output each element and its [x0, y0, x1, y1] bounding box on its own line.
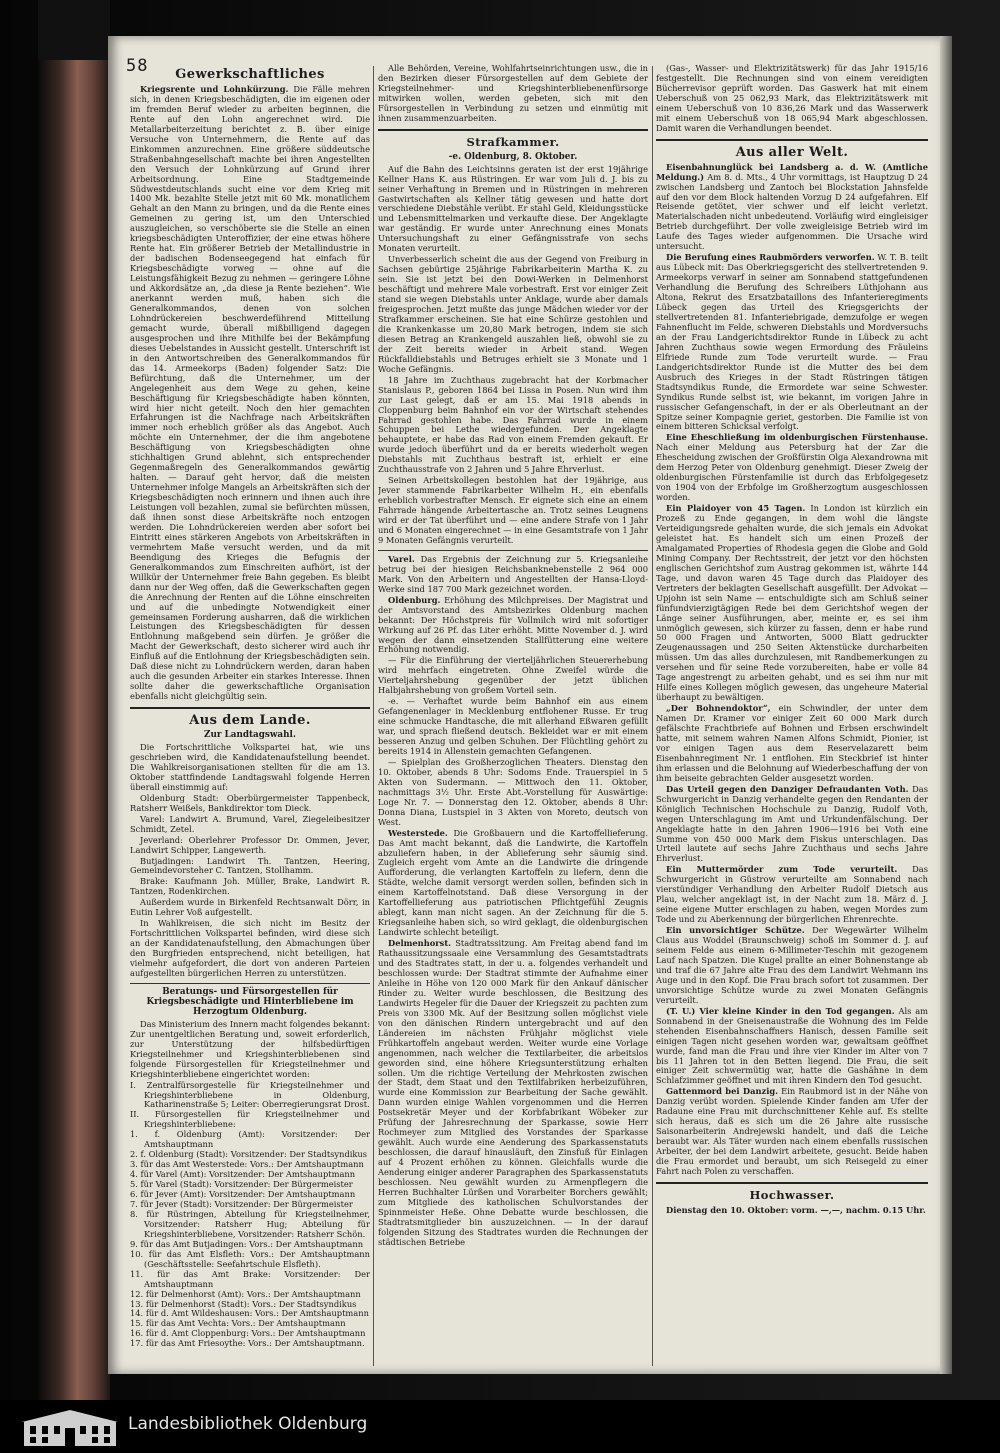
article-divider [378, 550, 648, 551]
candidate-entry: Brake: Kaufmann Joh. Müller, Brake, Landwirt R. Tantzen, Rodenkirchen. [130, 876, 370, 897]
court-report: Auf die Bahn des Leichtsinns geraten ist der erst 19jährige Kellner Hans K. aus Rüstringen. Er war vom Juli d. J. bis zu seiner Verhaftung in Bremen und in Rüstringen in mehreren Gastwirtschaften als Kellner tätig gewesen und hatte dort verschiedene Diebstähle verübt. Er stahl Geld, Kleidungsstücke und Lebensmittelmarken und verkaufte diese. Der Angeklagte war geständig. Er wurde unter Anrechnung eines Monats Untersuchungshaft zu einer Gefängnisstrafe von sechs Monaten verurteilt. [378, 163, 648, 254]
article-text: Das Schwurgericht in Danzig verhandelte gegen den Rendanten der Königlich Technischen Hochschule zu Danzig, Rudolf Voth, wegen Unterschlagung im Amt und Urkundenfälschung. Der Angeklagte hatte in den Jahren 1906—1916 bei Voth eine Summe von 450 000 Mark dem Fiskus unterschlagen. Das Urteil lautete auf sechs Jahre Zuchthaus und sechs Jahre Ehrverlust. [656, 783, 928, 864]
list-item: 15. für das Amt Vechta: Vors.: Der Amtshauptmann [130, 1318, 346, 1329]
article-text: Die Großbauern und die Kartoffellieferung. Das Amt macht bekannt, daß die Landwirte, die Kartoffeln abzuliefern haben, in der Ablieferung sehr säumig sind. Zugleich ergeht vom Amte an die Landwirte die dringende Aufforderung, die verlangten Kartoffeln zu liefern, denn die Städte, welche damit versorgt werden sollen, befinden sich in einem Kartoffelnotstand. Daß diese Versorgung in der Kartoffellieferung aus patriotischen Pflichtgefühl Zeugnis ablegt, kann man nicht sagen. An der Zeichnung für die 5. Kriegsanleihe haben sich, so wird geklagt, die oldenburgischen Landwirte schlecht beteiligt. [378, 827, 648, 938]
candidate-entry: Varel: Landwirt A. Brumund, Varel, Ziegeleibesitzer Schmidt, Zetel. [130, 813, 370, 834]
local-news-oldenburg [378, 596, 648, 656]
list-item: 14. für d. Amt Wildeshausen: Vors.: Der Amtshauptmann [130, 1308, 369, 1319]
section-title-aus-dem-lande: Aus dem Lande. [189, 713, 311, 729]
article-wahlkreise: In Wahlkreisen, die sich nicht im Besitz der Fortschrittlichen Volkspartei befinden, wird diese sich an der Kandidatenaufstellung, den Abmachungen über den Burgfrieden entsprechend, nicht beteiligen, hat vielmehr aufgefordert, die dort von anderen Parteien aufgestellten bürgerlichen Herren zu unterstützen. [130, 918, 370, 979]
library-name: Landesbibliothek Oldenburg [128, 1414, 368, 1434]
theater-schedule: — Spielplan des Großherzoglichen Theaters. Dienstag den 10. Oktober, abends 8 Uhr: Sodoms Ende. Trauerspiel in 5 Akten von Sudermann. — Mittwoch den 11. Oktober, nachmittags 3½ Uhr. Erste Abt.-Vorstellung für Auswärtige: Loge Nr. 7. — Donnerstag den 12. Oktober, abends 8 Uhr: Donna Diana, Lustspiel in 3 Akten von Moreto, deutsch von West. [378, 756, 648, 827]
column-left [130, 64, 370, 1364]
article-text: Das Schwurgericht in Güstrow verurteilte am Sonnabend nach vierstündiger Verhandlung den Arbeiter Rudolf Dietsch aus Plau, welcher angeklagt ist, in der Nacht zum 18. März d. J. seine eigene Mutter erschlagen zu haben, wegen Mordes zum Tode und zu Aberkennung der bürgerlichen Ehrenrechte. [656, 864, 928, 925]
page-edge [940, 36, 952, 1374]
article-text: ein Schwindler, der unter dem Namen Dr. Kramer vor einiger Zeit 60 000 Mark durch gefälschte Frachtbriefe auf Bohnen und Erbsen erschwindelt hatte, mit seinem wahren Namen Alfons Schmidt, Pionier, ist vor einigen Tagen aus dem Reservelazarett beim Eisenbahnregiment Nr. 1 entflohen. Ein Steckbrief ist hinter ihm erlassen und die Belohnung auf Wiederbeschaffung der von ihm beiseite gebrachten Gelder ausgesetzt worden. [656, 703, 928, 783]
article-text: Nach einer Meldung aus Petersburg hat der Zar die Ehescheidung zwischen der Großfürstin Olga Alexandrowna mit dem Herzog Peter von Oldenburg genehmigt. Dieser Zweig der oldenburgischen Fürstenfamilie ist durch das Erbfolgegesetz von 1904 von der Erbfolge im Großherzogtum ausgeschlossen worden. [656, 442, 928, 503]
world-news [656, 1087, 928, 1177]
column-rule [373, 66, 374, 1366]
list-item: 2. f. Oldenburg (Stadt): Vorsitzender: Der Stadtsyndikus [130, 1149, 368, 1160]
world-news [656, 163, 928, 253]
article-divider [130, 983, 370, 984]
subtitle-landtagswahl: Zur Landtagswahl. [204, 730, 296, 741]
library-building-icon [22, 1408, 118, 1448]
list-item: 3. für das Amt Westerstede: Vors.: Der Amtshauptmann [130, 1159, 364, 1170]
article-text: Am 8. d. Mts., 4 Uhr vormittags, ist Hauptzug D 24 zwischen Landsberg und Zantoch bei Blockstation Jahnsfelde auf den vor dem Block haltenden Vorzug D 24 aufgefahren. Elf Reisende getötet, vier schwer und elf leicht verletzt. Materialschaden nicht unbedeutend. Vorläufig wird eingleisiger Betrieb durchgeführt. Der volle zweigleisige Betrieb wird im Laufe des Tages wieder aufgenommen. Die Ursache wird untersucht. [656, 171, 928, 252]
world-news [656, 253, 928, 432]
list-item: II. Fürsorgestellen für Kriegsteilnehmer und Kriegshinterbliebene: [130, 1109, 370, 1130]
place-name: Varel. [388, 553, 415, 564]
list-item: 6. für Jever (Amt): Vorsitzender: Der Amtshauptmann [130, 1189, 356, 1200]
column-middle [378, 64, 648, 1364]
article-lead: Kriegsrente und Lohnkürzung. [140, 84, 289, 94]
list-item: 8. für Rüstringen, Abteilung für Kriegsteilnehmer, Vorsitzender: Ratsherr Hug; Abteilung für Kriegshinterbliebene, Vorsitzender: Ratsherr Schön. [130, 1208, 370, 1239]
world-news [656, 785, 928, 865]
article-text: Ein Raubmord ist in der Nähe von Danzig verübt worden. Spielende Kinder fanden am Ufer der Radaune eine Frau mit durchschnittener Kehle auf. Es stellte sich heraus, daß es sich um die 26 Jahre alte russische Saisonarbeiterin Andrejewski handelt, und daß die Leiche beraubt war. Als Täter wurden nach einem ebenfalls russischen Arbeiter, der bei dem Landwirt arbeitete, gesucht. Beide haben die Frau ermordet und beraubt, um sich Reisegeld zu einer Fahrt nach Polen zu verschaffen. [656, 1086, 928, 1176]
headline: Ein unvorsichtiger Schütze. [666, 925, 805, 936]
headline: Ein Plaidoyer von 45 Tagen. [666, 503, 806, 514]
dateline: -e. Oldenburg, 8. Oktober. [448, 151, 578, 162]
list-item: 16. für d. Amt Cloppenburg: Vors.: Der Amtshauptmann [130, 1328, 366, 1339]
article-landtagswahl: Die Fortschrittliche Volkspartei hat, wie uns geschrieben wird, die Kandidatenaufstellung beendet. Die Wahlkreisorganisationen stellten für die am 13. Oktober stattfindende Landtagswahl folgende Herren überall einstimmig auf: [130, 742, 370, 792]
court-report: 18 Jahre im Zuchthaus zugebracht hat der Korbmacher Stanislaus P., geboren 1864 bei Lissa in Posen. Nun wird ihm zur Last gelegt, daß er am 15. Mai 1918 abends in Cloppenburg beim Bahnhof ein vor der Wirtschaft stehendes Fahrrad gestohlen habe. Das Fahrrad wurde in einem Schuppen bei Lethe wiedergefunden. Der Angeklagte behauptete, er habe das Rad von einem Fremden gekauft. Er wurde jedoch überführt und da er bereits wiederholt wegen Diebstahls mit Zuchthaus bestraft ist, erhielt er eine Zuchthausstrafe von 2 Jahren und 5 Jahre Ehrverlust. [378, 374, 648, 475]
local-news-varel [378, 555, 648, 595]
list-item: 17. für das Amt Friesoythe: Vors.: Der Amtshauptmann. [130, 1338, 365, 1349]
article-text: Stadtratssitzung. Am Freitag abend fand im Rathaussitzungssaale eine Versammlung des Gesamtstadtrats und des Stadtrates statt, in der u. a. folgendes verhandelt und beschlossen wurde: Der Stadtrat stimmte der Aufnahme einer Anleihe in Höhe von 120 000 Mark für den Ankauf dänischer Rinder zu. Weiter wurde beschlossen, die Besitzung des Landwirts Hegeler für die Dauer der Kriegszeit zu pachten zum Preis von 3300 Mk. Auf der Besitzung sollen möglichst viele von den dänischen Rindern untergebracht und auf den Ländereien im nächsten Frühjahr möglichst viele Frühkartoffeln angebaut werden. Weiter wurde eine Vorlage angenommen, nach welcher die Textilarbeiter, die arbeitslos geworden sind, eine höhere Kriegsunterstützung erhalten sollen. Um die richtige Verteilung der Mehrkosten zwischen der Stadt, dem Staat und den Textilfabriken herbeizuführen, wurde eine Kommission zur Bearbeitung der Sache gewählt. Dann wurden einige Wahlen vorgenommen und die Herren Postsekretär Meyer und der Korbfabrikant Wöbeker zur Prüfung der Jahresrechnung der Sparkasse, sowie Herr Rochmeyer zum Mitglied des Vorstandes der Sparkasse gewählt. Auch wurde eine Aenderung des Sparkassenstatuts beschlossen, die darauf hinausläuft, den Zinsfuß für Einlagen auf 4 Prozent erhöhen zu können. Gleichfalls wurde die Aenderung einiger anderer Paragraphen des Sparkassenstatuts beschlossen. Neu gewählt wurden zu Armenpflegern die Herren Buchhalter Lürßen und Vorarbeiter Borchers gewählt; zum Mitgliede des katholischen Schulvorstandes der Spinnmeister Heße. Ohne Debatte wurde beschlossen, die Stadtratsmitglieder bin auszuzeichnen. — In der darauf folgenden Sitzung des Stadtrates wurden die Rechnungen der städtischen Betriebe [378, 938, 648, 1247]
list-item: 12. für Delmenhorst (Amt): Vors.: Der Amtshauptmann [130, 1288, 361, 1299]
list-item: 5. für Varel (Stadt): Vorsitzender: Der Bürgermeister [130, 1179, 353, 1190]
world-news [656, 1007, 928, 1087]
list-item: 4. für Varel (Amt): Vorsitzender: Der Amtshauptmann [130, 1169, 356, 1180]
headline: „Der Bohnendoktor“, [666, 703, 771, 714]
section-title-gewerkschaftliches: Gewerkschaftliches [175, 67, 325, 82]
place-name: Delmenhorst. [388, 938, 452, 949]
world-news [656, 504, 928, 703]
candidate-entry: Jeverland: Oberlehrer Professor Dr. Ommen, Jever, Landwirt Schipper, Langewerth. [130, 834, 370, 855]
section-divider [656, 139, 928, 141]
world-news [656, 704, 928, 784]
list-item: 1. f. Oldenburg (Amt): Vorsitzender: Der Amtshauptmann [130, 1129, 370, 1150]
section-title-strafkammer: Strafkammer. [466, 134, 560, 149]
tide-times: Dienstag den 10. Oktober: vorm. —,—, nachm. 0.15 Uhr. [666, 1204, 926, 1215]
world-news [656, 865, 928, 925]
subtitle-fuersorgestellen: Beratungs- und Fürsorgestellen für Kriegsbeschädigte und Hinterbliebene im Herzogtum Oldenburg. [146, 986, 354, 1017]
local-news-westerstede [378, 829, 648, 938]
place-name: Westerstede. [388, 827, 448, 838]
section-divider [130, 707, 370, 709]
candidate-entry: Oldenburg Stadt: Oberbürgermeister Tappenbeck, Ratsherr Weißels, Bankdirektor tom Dieck. [130, 792, 370, 813]
article-behoerden: Alle Behörden, Vereine, Wohlfahrtseinrichtungen usw., die in den Bezirken dieser Fürsorgestellen auf dem Gebiete der Kriegsteilnehmer- und Kriegshinterbliebenenfürsorge mitwirken wollen, werden gebeten, sich mit den Fürsorgestellen in Verbindung zu setzen und einmütig mit ihnen zusammenzuarbeiten. [378, 64, 648, 123]
list-item: 11. für das Amt Brake: Vorsitzender: Der Amtshauptmann [130, 1268, 370, 1289]
section-title-hochwasser: Hochwasser. [749, 1187, 835, 1202]
list-item: 9. für das Amt Butjadingen: Vors.: Der Amtshauptmann [130, 1238, 364, 1249]
candidate-entry: Außerdem wurde in Birkenfeld Rechtsanwalt Dörr, in Eutin Lehrer Voß aufgestellt. [130, 897, 370, 918]
list-item: I. Zentralfürsorgestelle für Kriegsteilnehmer und Kriegshinterbliebene in Oldenburg, Katharinenstraße 5; Leiter: Oberregierungsrat Drost. [130, 1079, 370, 1110]
headline: Eine Eheschließung im oldenburgischen Fürstenhause. [666, 432, 928, 443]
article-text: Die Fälle mehren sich, in denen Kriegsbeschädigten, die im eigenen oder im fremden Beruf wieder zu arbeiten beginnen, die Rente auf den Lohn angerechnet wird. Die Metallarbeiterzeitung berichtet z. B. über einige Versuche von Unternehmern, die Rente auf das Einkommen anzurechnen. Eine größere süddeutsche Straßenbahngesellschaft machte bei ihren Angestellten den Versuch der Lohnkürzung auf Grund ihrer Arbeitsordnung. Eine Stadtgemeinde Südwestdeutschlands sucht eine vor dem Krieg mit 1400 Mk. bezahlte Stelle jetzt mit 60 Mk. monatlichem Gehalt an den Mann zu bringen, und da die Rente eines Gemeinen zu gering ist, um den Unterschied auszugleichen, so verschöberte sie die Stelle an einen kriegsbeschädigten Unteroffizier, der eine etwas höhere Rente hat. Ein größerer Betrieb der Metallindustrie in der badischen Bodenseegegend hat einfach für Kriegsbeschädigte vorweg — ohne auf die Leistungsfähigkeit Bezug zu nehmen — geringere Löhne und Akkordsätze an, „da diese ja Rente beziehen“. Wie anerkannt werden muß, haben sich die Generalkommandos, denen von solchen Lohndrückereien beschwerdeführend Mitteilung gemacht wurde, überall mißbilligend dagegen ausgesprochen und ihre Mithilfe bei der Bekämpfung dieses Uebelstandes in Aussicht gestellt. Unterschrift ist in den Antwortschreiben des Generalkommandos für das 14. Armeekorps (Baden) folgender Satz: Die Befürchtung, daß die Unternehmer, um der Angelegenheit aus dem Wege zu gehen, keine Beschäftigung für Kriegsbeschädigte haben könnten, wird hier nicht geteilt. Noch den hier gemachten Erfahrungen ist die Nachfrage nach Arbeitskräften immer noch erheblich größer als das Angebot. Auch möchte ein Unternehmer, der die ihm angebotene Beschäftigung von Kriegsbeschädigten ohne stichhaltigen Grund ablehnt, sich entsprechender Gegenmaßregeln des Generalkommandos gewärtig halten. — Darauf geht hervor, daß die meisten Unternehmer infolge Mangels an Arbeitskräften sich der Kriegsbeschädigten noch erinnern und ihnen auch ihre Leistungen voll bezahlen, zumal sie befürchten müssen, daß ihnen sonst diese Arbeitskräfte noch entzogen werden. Die Lohndrückereien werden aber sofort bei Eintritt eines stärkeren Angebots von Arbeitskräften in vermehrtem Maße versucht werden, und da mit Beendigung des Krieges die Befugnis der Generalkommandos zum Einschreiten aufhört, ist der Willkür der Unternehmer freie Bahn gegeben. Es bleibt dann nur der Weg offen, daß die Gewerkschaften gegen die Anrechnung der Renten auf die Löhne einschreiten und auf die unbedingte Notwendigkeit einer gemeinsamen Forderung ausharren, daß die wirklichen Leistungen des Kriegsbeschädigten für dessen Entlohnung maßgebend sein dürfen. Je größer die Macht der Gewerkschaft, desto sicherer wird auch ihr Einfluß auf die Entlohnung der Kriegsbeschädigten sein. Daß diese nicht zu Lohndrückern werden, daran haben auch die gesunden Arbeiter ein starkes Interesse. Ihnen sollte daher die gewerkschaftliche Organisation ebenfalls nicht gleichgültig sein. [130, 84, 370, 702]
candidate-entry: Butjadingen: Landwirt Th. Tantzen, Heering, Gemeindevorsteher C. Tantzen, Stollhamm. [130, 855, 370, 876]
world-news [656, 433, 928, 503]
book-binding [38, 0, 110, 1400]
article-text: Als am Sonnabend in der Gneisenaustraße die Wohnung des im Felde stehenden Eisenbahnschaffners Hanisch, dessen Familie seit einigen Tagen nicht gesehen worden war, gewaltsam geöffnet wurde, fand man die Frau und ihre vier Kinder im Alter von 7 bis 11 Jahren tot in den Betten liegend. Die Frau, die seit einiger Zeit schwermütig war, hatte die Gashähne in dem Schlafzimmer geöffnet und mit ihren Kindern den Tod gesucht. [656, 1005, 928, 1086]
world-news [656, 926, 928, 1006]
page-number: 58 [126, 56, 149, 76]
headline: Gattenmord bei Danzig. [666, 1086, 779, 1097]
article-fuersorge: Das Ministerium des Innern macht folgendes bekannt: Zur unentgeltlichen Beratung und, soweit erforderlich, zur Unterstützung der hilfsbedürftigen Kriegsteilnehmer und Kriegshinterbliebenen sind folgende Fürsorgestellen für Kriegsteilnehmer und Kriegshinterbliebene eingerichtet worden: [130, 1018, 370, 1079]
article-text: Das Ergebnis der Zeichnung zur 5. Kriegsanleihe betrug bei der hiesigen Reichsbanknebenstelle 2 964 000 Mark. Von den Arbeitern und Angestellten der Hansa-Lloyd-Werke sind 187 700 Mark gezeichnet worden. [378, 553, 648, 594]
section-divider [378, 129, 648, 131]
court-report: Seinen Arbeitskollegen bestohlen hat der 19jährige, aus Jever stammende Fabrikarbeiter Wilhelm H., ein ebenfalls erheblich vorbestrafter Mensch. Er eignete sich eine an einem Fahrrade hängende Arbeitertasche an. Trotz seines Leugnens wird er der Tat überführt und — eine andere Strafe von 1 Jahr und 6 Monaten eingerechnet — in eine Gesamtstrafe von 1 Jahr 9 Monaten Gefängnis verurteilt. [378, 475, 648, 545]
article-text: Erhöhung des Milchpreises. Der Magistrat und der Amtsvorstand des Amtsbezirkes Oldenburg machen bekannt: Der Höchstpreis für Vollmilch wird mit sofortiger Wirkung auf 26 Pf. das Liter erhöht. Mitte November d. J. wird wegen der dann einsetzenden Stallfütterung eine weitere Erhöhung notwendig. [378, 594, 648, 655]
article-text: W. T. B. teilt aus Lübeck mit: Das Oberkriegsgericht des stellvertretenden 9. Armeekorps verwarf in seiner am Sonnabend stattgefundenen Verhandlung die Berufung des Schreibers Lüthjohann aus Altona, Rekrut des Ersatzbataillons des Infanterieregiments Lübeck gegen das Urteil des Kriegsgerichts der stellvertretenden 81. Infanteriebrigade, demzufolge er wegen Fahnenflucht im Felde, schweren Diebstahls und Mordversuchs an der Frau Landgerichtsdirektor Runde in Lübeck zu acht Jahren Zuchthaus sowie wegen Ermordung des Fräuleins Elfriede Runde zum Tode verurteilt wurde. — Frau Landgerichtsdirektor Runde ist die Mutter des bei dem Ausbruch des Krieges in der Stadt Rüstringen tätigen Stadtsyndikus Runde, die Ermordete war seine Schwester. Syndikus Runde selbst ist, wie bekannt, im vorigen Jahre in russischer Gefangenschaft, in der er als Oberleutnant an der Spitze seiner Kompagnie geriet, gestorben. Die Familie ist von einem bitteren Schicksal verfolgt. [656, 252, 928, 432]
headline: Ein Muttermörder zum Tode verurteilt. [666, 864, 898, 875]
local-news: — Für die Einführung der vierteljährlichen Steuererhebung wird mehrfach eingetreten. Ohne Zweifel würde die Vierteljahrshebung gegenüber der jetzt üblichen Halbjahrshebung von großem Vorteil sein. [378, 655, 648, 696]
headline: (T. U.) Vier kleine Kinder in den Tod gegangen. [666, 1005, 895, 1016]
article-text: In London ist kürzlich ein Prozeß zu Ende gegangen, in dem wohl die längste Verteidigungsrede gehalten wurde, die sich jemals ein Advokat geleistet hat. Es handelt sich um einen Prozeß der Amalgamated Properties of Rhodesia gegen die Globe and Gold Mining Company. Der Rechtsstreit, der jetzt vor den höchsten englischen Gerichtshof zum Austrag gekommen ist, währte 144 Tage, und davon waren 45 Tage durch das Plaidoyer des Vertreters der beklagten Gesellschaft ausgefüllt. Der Advokat — Upjohn ist sein Name — entschuldigte sich am Schluß seiner fünfundvierzigtägigen Rede bei dem Gerichtshof wegen der Länge seiner Ausführungen, aber, meinte er, es sei ihm unmöglich gewesen, sich kürzer zu fassen, denn er habe rund 50 000 Fragen und Antworten, 5000 Blatt gedruckter Zeugenaussagen und 250 Seiten Aktenstücke durcharbeiten müssen. Um das alles durchzulesen, mit Randbemerkungen zu versehen und für seine Rede vorzubereiten, habe er volle 84 Tage angestrengt zu arbeiten gehabt, und es sei ihm nur mit Hilfe eines Kollegen möglich gewesen, das ungeheure Material überhaupt zu bewältigen. [656, 503, 928, 703]
list-item: 13. für Delmenhorst (Stadt): Vors.: Der Stadtsyndikus [130, 1298, 357, 1309]
place-name: Oldenburg. [388, 594, 441, 605]
court-report: Unverbesserlich scheint die aus der Gegend von Freiburg in Sachsen gebürtige 25jährige Fabrikarbeiterin Martha K. zu sein. Sie ist jetzt bei den Dowi-Werken in Delmenhorst beschäftigt und mehrere Male vorbestraft. Erst vor einiger Zeit stand sie wegen Diebstahls unter Anklage, wurde aber damals freigesprochen. Jetzt mußte das junge Mädchen wieder vor der Strafkammer erscheinen. Sie hat eine Schürze gestohlen und die Krankenkasse um 20,80 Mark betrogen, indem sie sich diesen Betrag an Krankengeld auszahlen ließ, obwohl sie zu der Zeit bereits wieder in Arbeit stand. Wegen Rückfalldiebstahls und Betruges erhielt sie 3 Monate und 1 Woche Gefängnis. [378, 254, 648, 374]
column-rule [652, 66, 653, 1366]
local-news-delmenhorst [378, 939, 648, 1248]
section-title-aus-aller-welt: Aus aller Welt. [735, 144, 849, 160]
list-item: 7. für Jever (Stadt): Vorsitzender: Der Bürgermeister [130, 1198, 353, 1209]
newspaper-page [108, 36, 940, 1374]
headline: Die Berufung eines Raubmörders verworfen. [666, 252, 875, 263]
article-kriegsrente [130, 85, 370, 702]
article-stadtbetriebe: (Gas-, Wasser- und Elektrizitätswerk) für das Jahr 1915/16 festgestellt. Die Rechnungen sind von einem vereidigten Bücherrevisor geprüft worden. Das Gaswerk hat mit einem Ueberschuß von 25 062,93 Mark, das Elektrizitätswerk mit einem Ueberschuß von 10 836,26 Mark und das Wasserwerk mit einem Ueberschuß von 18 065,94 Mark abgeschlossen. Damit waren die Verhandlungen beendet. [656, 64, 928, 133]
fuersorgestellen-list [130, 1081, 370, 1350]
binding-shadow [38, 0, 110, 60]
local-news: -e. — Verhaftet wurde beim Bahnhof ein aus einem Gefangenenlager in Mecklenburg entflohener Russe. Er trug eine schmucke Handtasche, die mit allerhand Eßwaren gefüllt war, und sprach fließend deutsch. Bekleidet war er mit einem besseren Anzug und gelben Schuhen. Der Flüchtling gehört zu bereits 1914 in Allenstein gemachten Gefangenen. [378, 696, 648, 756]
section-divider [656, 1182, 928, 1184]
list-item: 10. für das Amt Elsfleth: Vors.: Der Amtshauptmann (Geschäftsstelle: Seefahrtschule Elsfleth). [130, 1248, 370, 1269]
headline: Das Urteil gegen den Danziger Defraudanten Voth. [666, 783, 909, 794]
article-text: Der Wegewärter Wilhelm Claus aus Woddel (Braunschweig) schoß im Sommer d. J. auf seinem Felde aus einem 6-Millimeter-Teschin mit gezogenem Lauf nach Spatzen. Die Kugel prallte an einer Bohnenstange ab und traf die 67 Jahre alte Frau des dem Landwirt Wehmann ins Auge und in den Kopf. Die Frau brach sofort tot zusammen. Der unvorsichtige Schütze wurde zu zwei Monaten Gefängnis verurteilt. [656, 925, 928, 1005]
headline: Eisenbahnunglück bei Landsberg a. d. W. (Amtliche Meldung.) [656, 161, 928, 182]
column-right [656, 64, 928, 1364]
